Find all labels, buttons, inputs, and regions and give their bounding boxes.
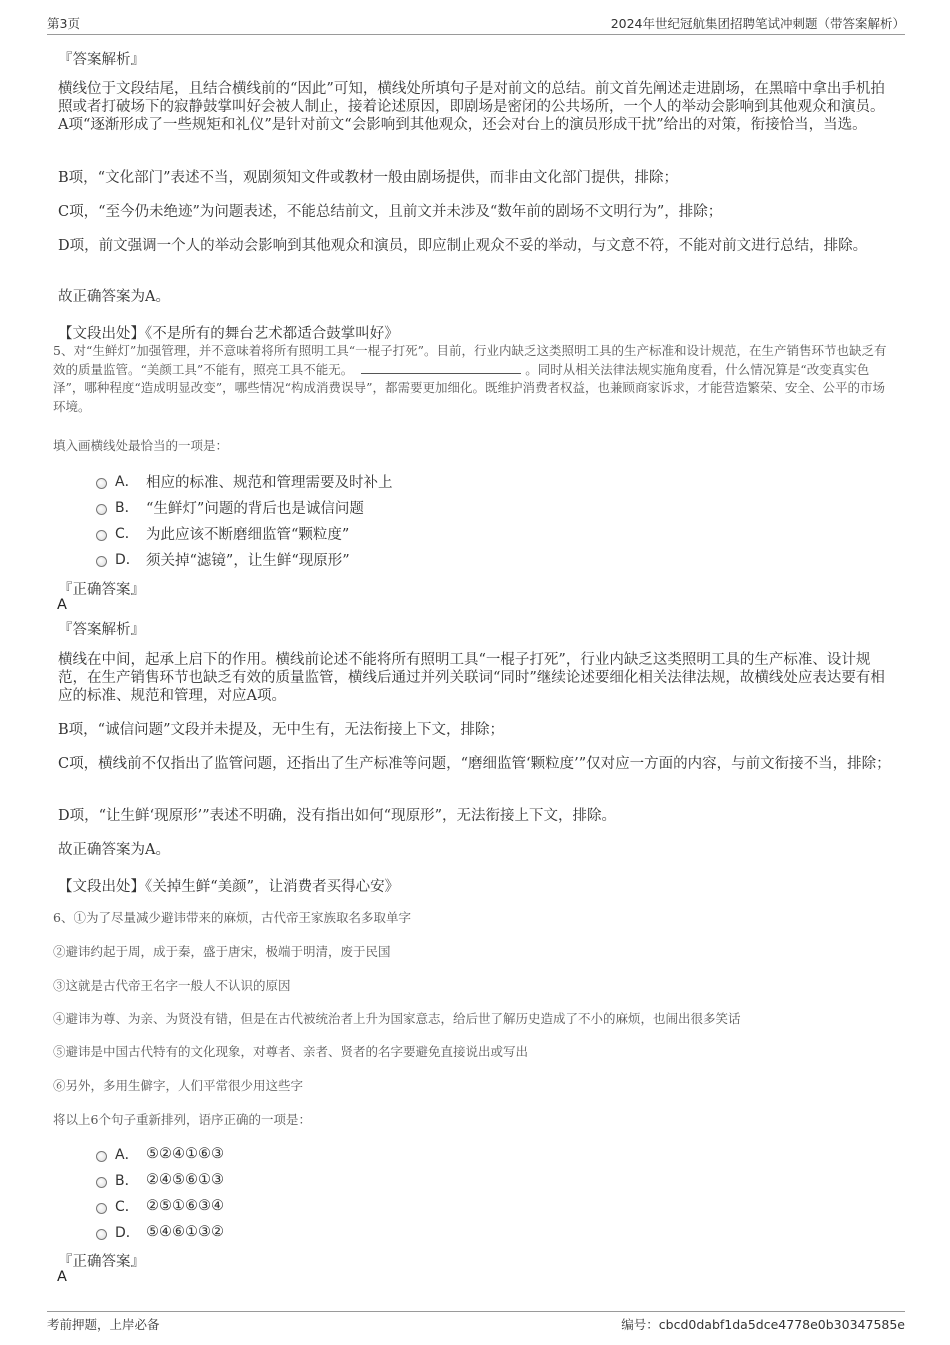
option-letter: A．	[115, 474, 139, 490]
q6-prompt: 将以上6个句子重新排列，语序正确的一项是：	[53, 1112, 311, 1127]
q5-prompt: 填入画横线处最恰当的一项是：	[53, 438, 229, 453]
q5-answer-label: 『正确答案』	[58, 582, 145, 598]
q6-sentence-1: 6、①为了尽量减少避讳带来的麻烦，古代帝王家族取名多取单字	[53, 910, 411, 925]
q5-analysis-label: 『答案解析』	[58, 622, 145, 638]
q6-answer-label: 『正确答案』	[58, 1254, 145, 1270]
option-text: “生鲜灯”问题的背后也是诚信问题	[146, 500, 364, 517]
radio-icon[interactable]	[96, 504, 107, 515]
q6-sentence-3: ③这就是古代帝王名字一般人不认识的原因	[53, 978, 291, 993]
q5-option-b[interactable]	[96, 496, 364, 518]
page-header	[47, 12, 905, 35]
q6-sentence-6: ⑥另外，多用生僻字，人们平常很少用这些字	[53, 1078, 304, 1093]
q5-conclusion: 故正确答案为A。	[58, 842, 170, 858]
footer-code: 编号：cbcd0dabf1da5dce4778e0b30347585e	[621, 1317, 905, 1332]
radio-icon[interactable]	[96, 1151, 107, 1162]
radio-icon[interactable]	[96, 556, 107, 567]
q5-option-a[interactable]	[96, 470, 393, 492]
q6-option-b[interactable]	[96, 1169, 224, 1191]
q4-analysis-label: 『答案解析』	[58, 52, 145, 68]
q4-source: 【文段出处】《不是所有的舞台艺术都适合鼓掌叫好》	[58, 326, 399, 342]
q6-answer: A	[57, 1269, 67, 1285]
option-letter: C．	[115, 1199, 139, 1215]
radio-icon[interactable]	[96, 1203, 107, 1214]
q4-analysis-option-c: C项，“至今仍未绝迹”为问题表述，不能总结前文，且前文并未涉及“数年前的剧场不文明行为”，排除；	[58, 204, 723, 220]
q6-sentence-4: ④避讳为尊、为亲、为贤没有错，但是在古代被统治者上升为国家意志，给后世了解历史造成了不小的麻烦，也闹出很多笑话	[53, 1011, 741, 1026]
option-text: ⑤④⑥①③②	[146, 1224, 224, 1240]
q6-option-d[interactable]	[96, 1221, 224, 1243]
radio-icon[interactable]	[96, 530, 107, 541]
q4-conclusion: 故正确答案为A。	[58, 289, 170, 305]
q5-analysis-option-b: B项，“诚信问题”文段并未提及，无中生有，无法衔接上下文，排除；	[58, 722, 504, 738]
option-text: ②④⑤⑥①③	[146, 1172, 224, 1188]
option-letter: D．	[115, 1225, 140, 1241]
q4-analysis-option-d: D项，前文强调一个人的举动会影响到其他观众和演员，即应制止观众不妥的举动，与文意不符，不能对前文进行总结，排除。	[58, 238, 868, 254]
option-letter: C．	[115, 526, 139, 542]
option-letter: B．	[115, 1173, 139, 1189]
radio-icon[interactable]	[96, 1229, 107, 1240]
q5-option-c[interactable]	[96, 522, 349, 544]
q5-source: 【文段出处】《关掉生鲜“美颜”，让消费者买得心安》	[58, 879, 400, 895]
page-footer	[47, 1311, 905, 1332]
q5-option-d[interactable]	[96, 548, 350, 570]
option-text: ②⑤①⑥③④	[146, 1198, 224, 1214]
q6-option-c[interactable]	[96, 1195, 224, 1217]
document-title: 2024年世纪冠航集团招聘笔试冲刺题（带答案解析）	[610, 16, 905, 31]
q5-answer: A	[57, 597, 67, 613]
q5-stem-part2: 。同时从相关法律法规实施角度看，什么情况算是“改变真实色泽”，哪种程度“造成明显改变”，哪些情况“构成消费误导”，都需要更加细化。既维护消费者权益，也兼顾商家诉求，才能营造繁荣、安全、公平的市场环境。	[53, 361, 885, 414]
q5-analysis-option-d: D项，“让生鲜‘现原形’”表述不明确，没有指出如何“现原形”，无法衔接上下文，排除。	[58, 808, 616, 824]
option-text: 相应的标准、规范和管理需要及时补上	[146, 474, 393, 491]
option-text: 须关掉“滤镜”，让生鲜“现原形”	[146, 552, 350, 569]
q5-stem	[53, 342, 893, 416]
q6-sentence-2: ②避讳约起于周，成于秦，盛于唐宋，极端于明清，废于民国	[53, 944, 391, 959]
option-letter: D．	[115, 552, 140, 568]
option-text: 为此应该不断磨细监管“颗粒度”	[146, 526, 350, 543]
option-letter: B．	[115, 500, 139, 516]
footer-slogan: 考前押题，上岸必备	[47, 1317, 160, 1332]
radio-icon[interactable]	[96, 1177, 107, 1188]
q5-stem-part1: 5、对“生鲜灯”加强管理，并不意味着将所有照明工具“一棍子打死”。目前，行业内缺乏这类照明工具的生产标准和设计规范，在生产销售环节也缺乏有效的质量监管。“美颜工具”不能有，照亮工具不能无。	[53, 343, 887, 377]
option-text: ⑤②④①⑥③	[146, 1146, 224, 1162]
page-number: 第3页	[47, 16, 80, 31]
radio-icon[interactable]	[96, 478, 107, 489]
q5-analysis-option-c: C项，横线前不仅指出了监管问题，还指出了生产标准等问题，“磨细监管‘颗粒度’”仅对应一方面的内容，与前文衔接不当，排除；	[58, 756, 891, 772]
q5-answer-blank	[361, 361, 521, 374]
option-letter: A．	[115, 1147, 139, 1163]
q4-analysis-option-b: B项，“文化部门”表述不当，观剧须知文件或教材一般由剧场提供，而非由文化部门提供，排除；	[58, 170, 678, 186]
q4-analysis-paragraph: 横线位于文段结尾，且结合横线前的“因此”可知，横线处所填句子是对前文的总结。前文首先阐述走进剧场，在黑暗中拿出手机拍照或者打破场下的寂静鼓掌叫好会被人制止，接着论述原因，即剧场是密闭的公共场所，一个人的举动会影响到其他观众和演员。A项“逐渐形成了一些规矩和礼仪”是针对前文“会影响到其他观众，还会对台上的演员形成干扰”给出的对策，衔接恰当，当选。	[58, 81, 885, 133]
q5-analysis-paragraph: 横线在中间，起承上启下的作用。横线前论述不能将所有照明工具“一棍子打死”，行业内缺乏这类照明工具的生产标准、设计规范，在生产销售环节也缺乏有效的质量监管，横线后通过并列关联词“同时”继续论述要细化相关法律法规，故横线处应表达要有相应的标准、规范和管理，对应A项。	[58, 652, 885, 704]
q6-option-a[interactable]	[96, 1143, 224, 1165]
q6-sentence-5: ⑤避讳是中国古代特有的文化现象，对尊者、亲者、贤者的名字要避免直接说出或写出	[53, 1044, 529, 1059]
